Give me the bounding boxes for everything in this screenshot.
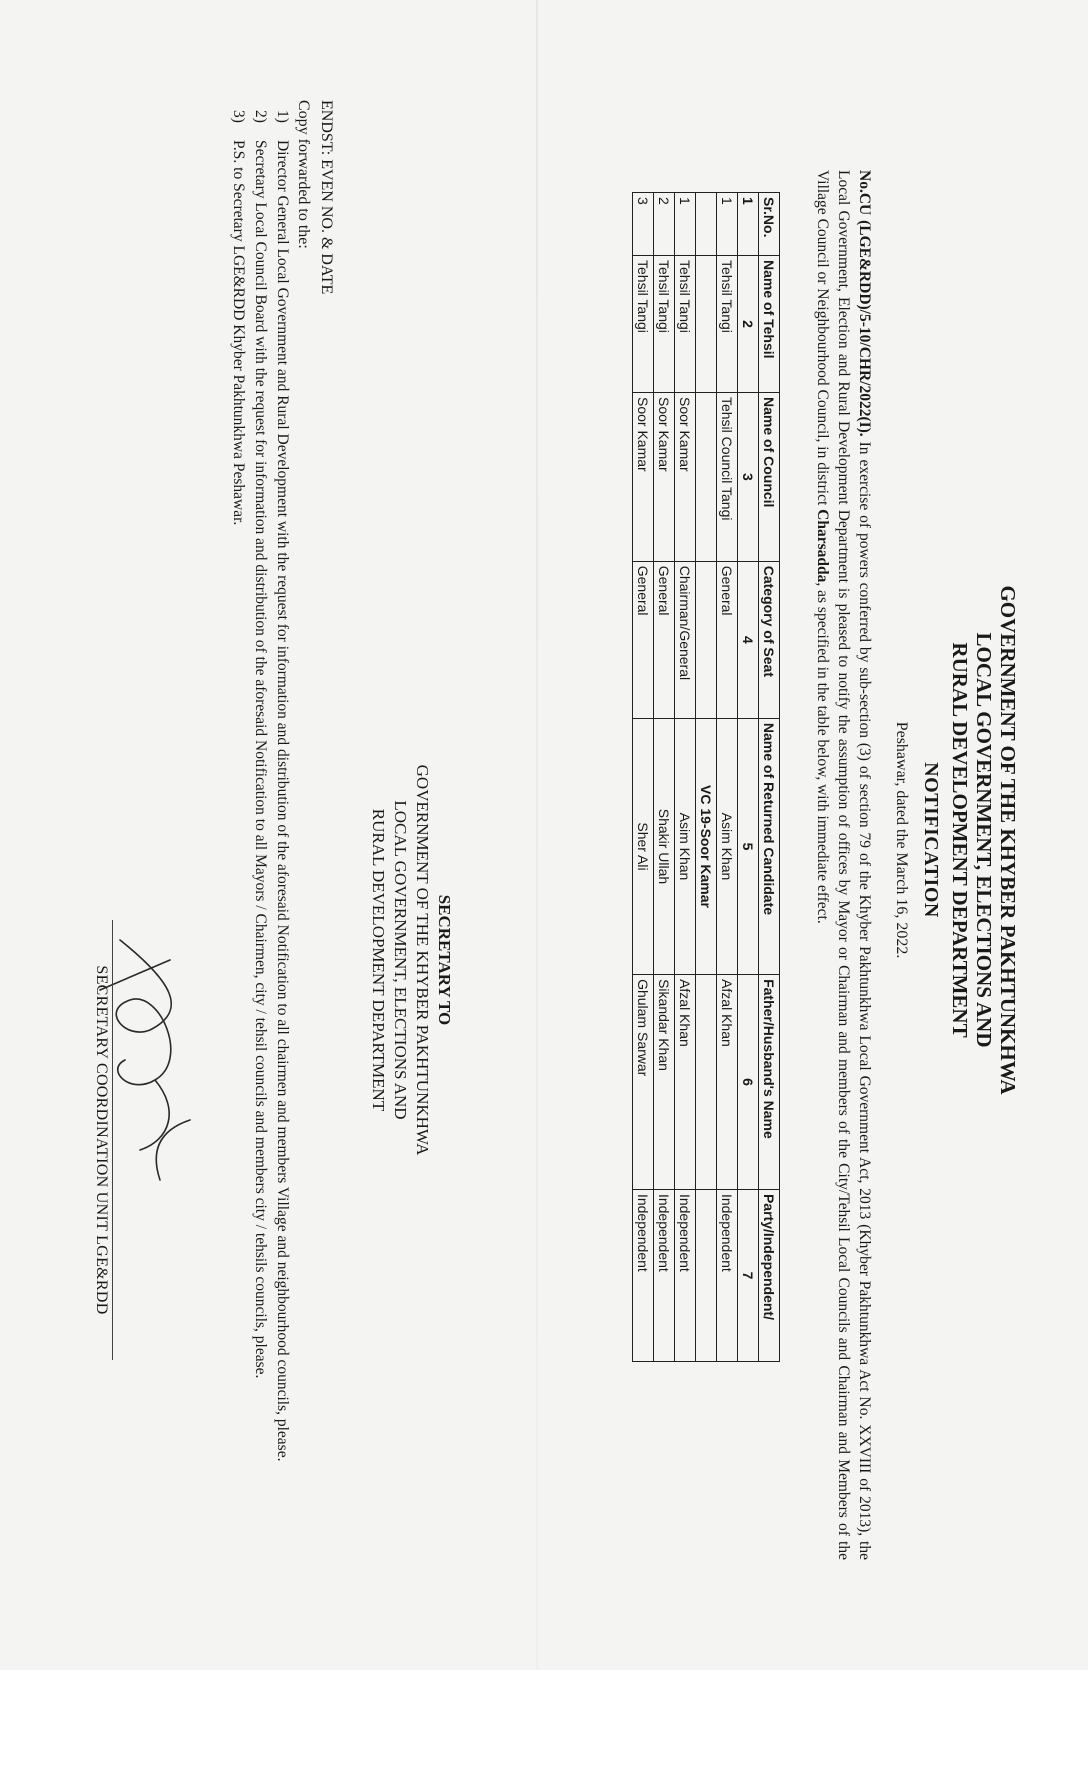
coordination-signature: SECRETARY COORDINATION UNIT LGE&RDD xyxy=(93,965,110,1315)
cell-party: Independent xyxy=(654,1189,675,1361)
signature-underline xyxy=(112,920,113,1360)
cell-sr: 2 xyxy=(654,193,675,256)
notification-title: NOTIFICATION xyxy=(920,762,942,918)
results-table xyxy=(632,192,780,1362)
list-number: 1) xyxy=(274,110,291,123)
cell-tehsil: Tehsil Tangi xyxy=(654,256,675,393)
column-number: 7 xyxy=(738,1189,759,1361)
cell-sr: 3 xyxy=(633,193,654,256)
header-category: Category of Seat xyxy=(759,561,780,718)
signature-line-3: LOCAL GOVERNMENT, ELECTIONS AND xyxy=(391,800,410,1120)
table-row xyxy=(717,193,738,1362)
list-item xyxy=(250,100,270,1520)
page-margin xyxy=(0,1670,1088,1792)
cell-category: Chairman/General xyxy=(675,561,696,718)
header-line-2: LOCAL GOVERNMENT, ELECTIONS AND xyxy=(972,632,996,1048)
rotated-document xyxy=(20,20,1040,1660)
column-number: 1 xyxy=(738,193,759,256)
cell-council: Soor Kamar xyxy=(654,392,675,561)
cell-empty xyxy=(696,392,717,561)
district-name: Charsadda xyxy=(814,509,831,583)
cell-candidate: Shakir Ullah xyxy=(654,718,675,974)
table-header-row xyxy=(759,193,780,1362)
cell-sr: 1 xyxy=(675,193,696,256)
cell-party: Independent xyxy=(675,1189,696,1361)
cell-party: Independent xyxy=(717,1189,738,1361)
cell-sr: 1 xyxy=(717,193,738,256)
cell-candidate: Asim Khan xyxy=(717,718,738,974)
cell-tehsil: Tehsil Tangi xyxy=(633,256,654,393)
list-number: 2) xyxy=(252,110,269,123)
cell-category: General xyxy=(654,561,675,718)
list-text: P.S. to Secretary LGE&RDD Khyber Pakhtunkhwa Peshawar. xyxy=(230,140,247,526)
table-row xyxy=(675,193,696,1362)
cell-tehsil: Tehsil Tangi xyxy=(717,256,738,393)
header-line-1: GOVERNMENT OF THE KHYBER PAKHTUNKHWA xyxy=(996,585,1020,1095)
table-row xyxy=(654,193,675,1362)
body-text-part-2: , as specified in the table below, with immediate effect. xyxy=(814,582,831,924)
list-item xyxy=(228,100,248,1520)
column-number-row xyxy=(738,193,759,1362)
department-header xyxy=(948,20,1020,1660)
header-sr-no: Sr.No. xyxy=(759,193,780,256)
column-number: 4 xyxy=(738,561,759,718)
column-number: 2 xyxy=(738,256,759,393)
cell-empty xyxy=(696,975,717,1190)
cell-tehsil: Tehsil Tangi xyxy=(675,256,696,393)
header-father-name: Father/Husband's Name xyxy=(759,975,780,1190)
list-text: Director General Local Government and Rural Development with the request for information and distribution of the aforesaid Notification to all chairmen and members Village and neighbourhood councils, please. xyxy=(274,140,291,1462)
cell-empty xyxy=(696,561,717,718)
signature-line-4: RURAL DEVELOPMENT DEPARTMENT xyxy=(369,808,388,1112)
copy-forwarded-line: Copy forwarded to the: xyxy=(295,100,312,249)
cell-category: General xyxy=(717,561,738,718)
cell-father: Sikandar Khan xyxy=(654,975,675,1190)
cell-father: Ghulam Sarwar xyxy=(633,975,654,1190)
cell-empty xyxy=(696,193,717,256)
reference-number: No.CU (LGE&RDD)/5-10/CHR/2022(I). xyxy=(856,170,873,437)
list-item xyxy=(272,100,292,1520)
header-candidate: Name of Returned Candidate xyxy=(759,718,780,974)
cell-father: Afzal Khan xyxy=(675,975,696,1190)
column-number: 5 xyxy=(738,718,759,974)
header-line-3: RURAL DEVELOPMENT DEPARTMENT xyxy=(948,642,972,1038)
endst-line: ENDST: EVEN NO. & DATE xyxy=(318,100,335,295)
cell-council: Soor Kamar xyxy=(633,392,654,561)
vc-label: VC 19-Soor Kamar xyxy=(696,718,717,974)
column-number: 3 xyxy=(738,392,759,561)
secretary-signature-block xyxy=(367,660,455,1260)
table-row xyxy=(633,193,654,1362)
header-tehsil: Name of Tehsil xyxy=(759,256,780,393)
notification-body xyxy=(812,170,875,1560)
cell-council: Tehsil Council Tangi xyxy=(717,392,738,561)
signature-line-2: GOVERNMENT OF THE KHYBER PAKHTUNKHWA xyxy=(413,764,432,1156)
signature-line-1: SECRETARY TO xyxy=(435,894,454,1026)
dated-line: Peshawar, dated the March 16, 2022. xyxy=(893,721,910,959)
cell-category: General xyxy=(633,561,654,718)
vc-heading-row xyxy=(696,193,717,1362)
cell-candidate: Asim Khan xyxy=(675,718,696,974)
body-text-part-1: In exercise of powers conferred by sub-section (3) of section 79 of the Khyber Pakhtunkhwa Local Government Act, 2013 (Khyber Pakhtunkhwa Act No. XXVIII of 2013), the Local Government, Election and Rural Development Department is pleased to notify the assumption of offices by Mayor or Chairman and members of the City/Tehsil Local Councils and Chairman and Members of the Village Council or Neighbourhood Council, in district xyxy=(814,170,873,1560)
header-council: Name of Council xyxy=(759,392,780,561)
cell-father: Afzal Khan xyxy=(717,975,738,1190)
list-text: Secretary Local Council Board with the request for information and distribution of the aforesaid Notification to all Mayors / Chairmen, city / tehsil councils and members city / tehsils councils, please. xyxy=(252,140,269,1379)
cell-empty xyxy=(696,256,717,393)
header-party: Party/Independent/ xyxy=(759,1189,780,1361)
cell-council: Soor Kamar xyxy=(675,392,696,561)
column-number: 6 xyxy=(738,975,759,1190)
list-number: 3) xyxy=(230,110,247,123)
cell-party: Independent xyxy=(633,1189,654,1361)
cell-candidate: Sher Ali xyxy=(633,718,654,974)
copy-recipients-list xyxy=(226,100,292,1520)
cell-empty xyxy=(696,1189,717,1361)
